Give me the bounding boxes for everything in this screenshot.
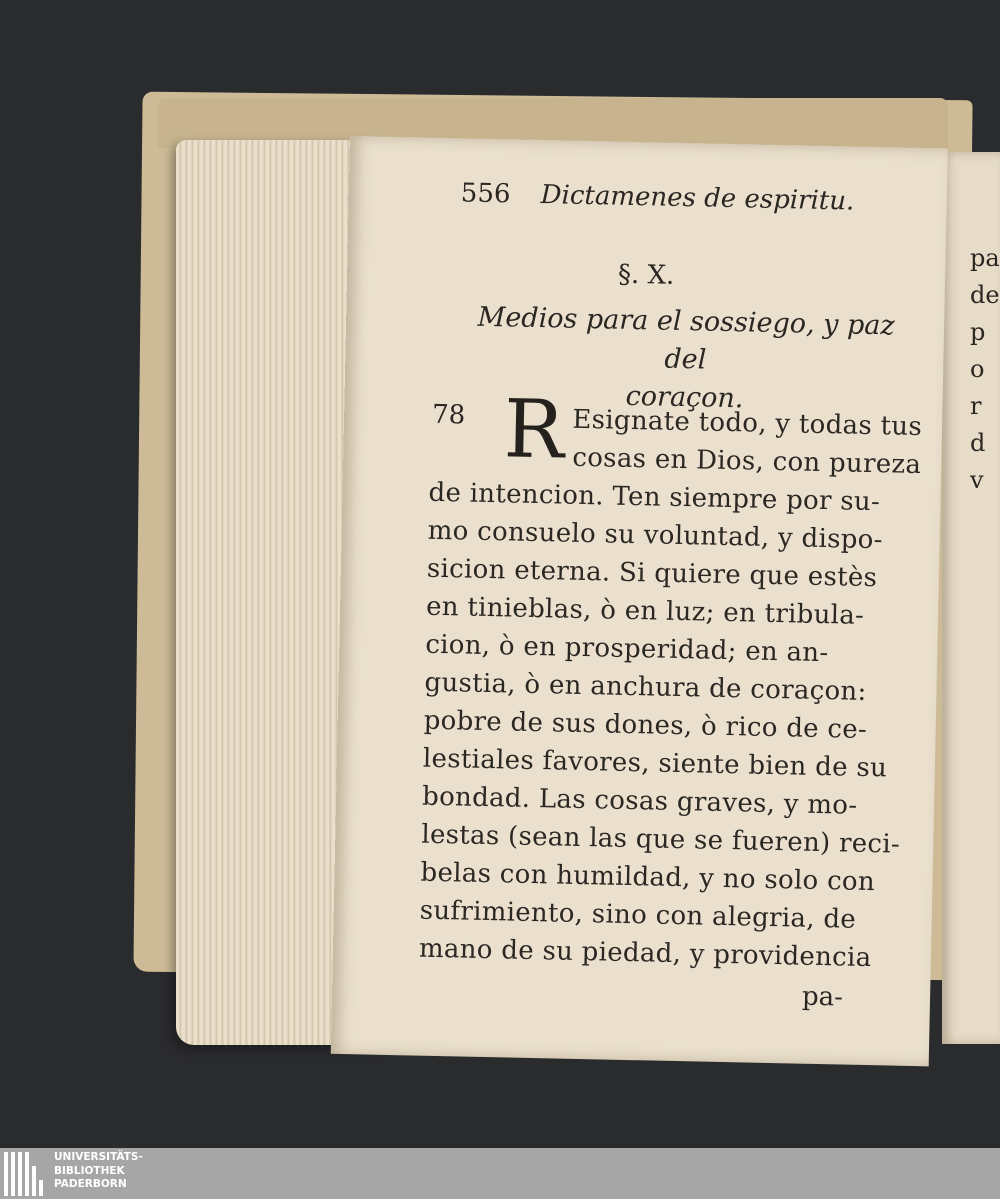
book-page [331, 136, 948, 1066]
text-line: gustia, ò en anchura de coraçon: [424, 667, 867, 707]
section-title-line: coraçon. [625, 380, 744, 415]
text-line: lestas (sean las que se fueren) reci- [421, 819, 901, 860]
facing-line: v [970, 466, 984, 494]
text-line: pobre de sus dones, ò rico de ce- [423, 705, 868, 745]
text-line: cion, ò en prosperidad; en an- [425, 629, 829, 669]
text-line: Esignate todo, y todas tus [572, 404, 923, 443]
text-line: de intencion. Ten siempre por su- [428, 477, 881, 518]
library-name-line: PADERBORN [54, 1178, 127, 1190]
section-mark: §. X. [617, 259, 675, 291]
library-name-line: UNIVERSITÄTS- [54, 1151, 143, 1163]
section-title-line: Medios para el sossiego, y paz del [477, 301, 895, 376]
facing-line: o [970, 355, 985, 383]
facing-line: p [970, 318, 986, 346]
catchword: pa- [801, 981, 844, 1013]
text-line: lestiales favores, siente bien de su [422, 743, 888, 784]
drop-cap: R [502, 382, 566, 477]
library-name [54, 1151, 143, 1192]
library-name-line: BIBLIOTHEK [54, 1164, 125, 1177]
text-line: belas con humildad, y no solo con [420, 857, 876, 898]
text-line: cosas en Dios, con pureza [572, 442, 922, 481]
text-line: mo consuelo su voluntad, y dispo- [427, 515, 884, 556]
running-title: Dictamenes de espiritu. [540, 180, 855, 217]
facing-line: r [970, 392, 982, 420]
text-line: sicion eterna. Si quiere que estès [426, 553, 878, 594]
page-number: 556 [460, 178, 511, 210]
library-logo-icon [4, 1152, 48, 1196]
text-line: bondad. Las cosas graves, y mo- [421, 781, 858, 821]
facing-page-text [970, 240, 1000, 499]
facing-line: pa [970, 244, 1000, 272]
facing-line: d [970, 429, 986, 457]
text-line: en tinieblas, ò en luz; en tribula- [425, 591, 865, 631]
library-footer [0, 1148, 1000, 1199]
facing-line: de [970, 281, 1000, 309]
text-line: sufrimiento, sino con alegria, de [419, 895, 857, 935]
paragraph-number: 78 [431, 399, 466, 431]
text-line: mano de su piedad, y providencia [418, 933, 872, 974]
page-header [461, 178, 855, 216]
